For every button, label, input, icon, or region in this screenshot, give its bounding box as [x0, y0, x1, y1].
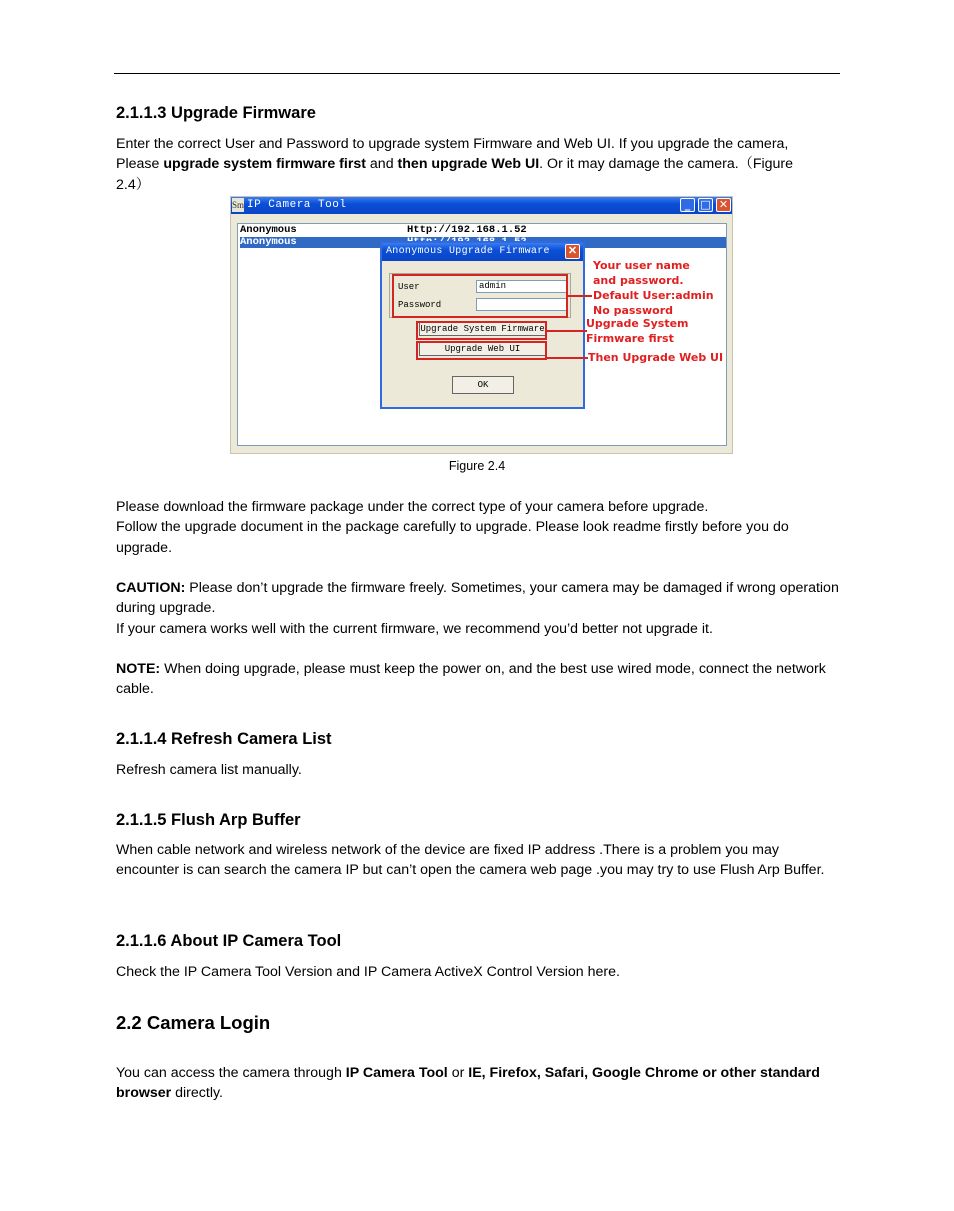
download-line-2: Follow the upgrade document in the package carefully to upgrade. Please look readme firstly before you do upgrade.	[116, 519, 789, 556]
caution-label: CAUTION:	[116, 580, 186, 596]
annotation-line: Default User:admin	[593, 289, 714, 302]
minimize-icon[interactable]: _	[680, 198, 695, 212]
intro-emph-2: then upgrade Web UI	[397, 156, 540, 173]
flush-text: When cable network and wireless network of the device are fixed IP address .There is a problem you may encounter is can search the camera IP but can’t open the camera web page .you may try to use Flush Arp Buffer.	[116, 842, 825, 879]
user-label: User	[398, 282, 420, 292]
callout-line-system	[547, 330, 587, 332]
maximize-icon[interactable]: □	[698, 198, 713, 212]
heading-flush-arp-buffer: 2.1.1.5 Flush Arp Buffer	[116, 811, 301, 829]
annotation-line: Your user name	[593, 259, 690, 272]
figure-caption: Figure 2.4	[448, 459, 506, 473]
heading-upgrade-firmware: 2.1.1.3 Upgrade Firmware	[116, 104, 316, 122]
intro-line-2e: . Or it may damage the camera.（Figure	[539, 156, 794, 173]
login-text-e: directly.	[171, 1085, 223, 1102]
login-paragraph	[116, 1063, 840, 1104]
annotation-line: Firmware first	[586, 332, 674, 345]
download-paragraph	[116, 497, 840, 558]
note-paragraph	[116, 659, 840, 700]
callout-line-webui	[547, 357, 588, 359]
user-field[interactable]: admin	[476, 280, 567, 293]
login-emph-1: IP Camera Tool	[345, 1065, 448, 1081]
dialog-close-icon[interactable]: ✕	[565, 244, 580, 259]
refresh-text: Refresh camera list manually.	[116, 762, 302, 778]
app-icon: Sm	[232, 200, 245, 210]
system-firmware-highlight	[416, 321, 547, 340]
annotation-credentials	[593, 258, 714, 318]
about-text: Check the IP Camera Tool Version and IP Camera ActiveX Control Version here.	[116, 964, 620, 980]
dialog-titlebar[interactable]	[382, 243, 583, 261]
window-title: IP Camera Tool	[247, 199, 347, 211]
annotation-system-firmware	[586, 316, 689, 346]
caution-paragraph	[116, 578, 840, 639]
annotation-line: Upgrade System	[586, 317, 689, 330]
heading-about-ip-camera-tool: 2.1.1.6 About IP Camera Tool	[116, 932, 342, 950]
web-ui-highlight	[416, 341, 547, 360]
caution-text-2: If your camera works well with the current firmware, we recommend you’d better not upgrade it.	[116, 620, 713, 637]
note-label: NOTE:	[116, 661, 161, 677]
dialog-title: Anonymous Upgrade Firmware	[386, 246, 550, 257]
upgrade-web-ui-button[interactable]: Upgrade Web UI	[419, 342, 546, 356]
intro-line-3: 2.4）	[116, 176, 150, 193]
callout-line-credentials	[568, 295, 592, 297]
download-line-1: Please download the firmware package under the correct type of your camera before upgrade.	[116, 499, 709, 515]
upgrade-intro	[116, 134, 840, 195]
login-text-a: You can access the camera through	[116, 1065, 346, 1081]
camera-name: Anonymous	[240, 224, 297, 236]
intro-line-2c: and	[365, 156, 398, 173]
header-rule	[114, 73, 840, 74]
annotation-line: No password	[593, 304, 674, 317]
ok-button[interactable]: OK	[452, 376, 514, 394]
close-icon[interactable]: ✕	[716, 198, 731, 212]
credentials-highlight	[392, 274, 568, 318]
annotation-web-ui: Then Upgrade Web UI	[588, 351, 724, 364]
login-emph-2: IE, Firefox, Safari, Google Chrome or other standard browser	[116, 1065, 820, 1102]
intro-emph-1: upgrade system firmware first	[163, 156, 366, 173]
password-label: Password	[398, 300, 442, 310]
intro-line-2a: Please	[116, 156, 164, 173]
camera-url: Http://192.168.1.52	[407, 224, 527, 236]
note-text: When doing upgrade, please must keep the power on, and the best use wired mode, connect the network cable.	[116, 661, 826, 698]
figure-ip-camera-tool	[230, 196, 733, 454]
camera-name: Anonymous	[240, 236, 297, 248]
annotation-line: and password.	[593, 274, 684, 287]
window-titlebar[interactable]	[231, 197, 732, 214]
intro-line-1: Enter the correct User and Password to upgrade system Firmware and Web UI. If you upgrade the camera,	[116, 136, 789, 152]
upgrade-system-firmware-button[interactable]: Upgrade System Firmware	[420, 324, 545, 334]
heading-camera-login: 2.2 Camera Login	[116, 1012, 271, 1033]
caution-text: Please don’t upgrade the firmware freely. Sometimes, your camera may be damaged if wrong operation during upgrade.	[116, 580, 839, 617]
login-text-c: or	[447, 1065, 469, 1081]
heading-refresh-camera-list: 2.1.1.4 Refresh Camera List	[116, 730, 332, 748]
